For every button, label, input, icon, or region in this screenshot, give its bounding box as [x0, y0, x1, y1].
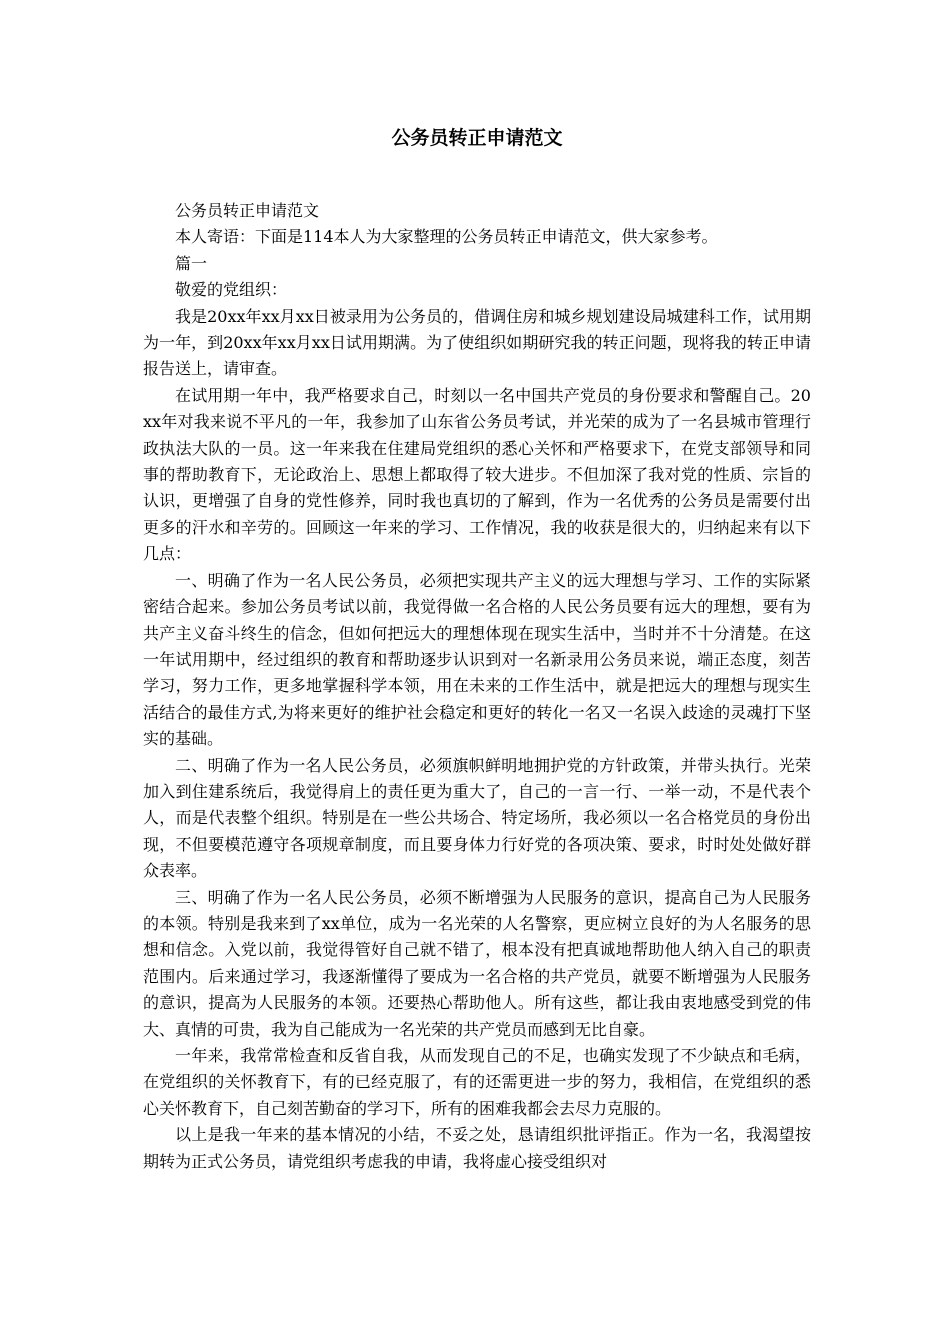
body-paragraph: 三、明确了作为一名人民公务员，必须不断增强为人民服务的意识，提高自己为人民服务的本领。特别是我来到了xx单位，成为一名光荣的人名警察，更应树立良好的为人名服务的思想和信念。入党以前，我觉得管好自己就不错了，根本没有把真诚地帮助他人纳入自己的职责范围内。后来通过学习，我逐渐懂得了要成为一名合格的共产党员，就要不断增强为人民服务的意识，提高为人民服务的本领。还要热心帮助他人。所有这些，都让我由衷地感受到党的伟大、真情的可贵，我为自己能成为一名光荣的共产党员而感到无比自豪。 [143, 887, 811, 1039]
salutation: 敬爱的党组织： [175, 280, 288, 300]
document-body [143, 198, 811, 1175]
document-title: 公务员转正申请范文 [391, 127, 563, 149]
section-label: 篇一 [175, 253, 208, 273]
body-paragraph: 以上是我一年来的基本情况的小结，不妥之处，恳请组织批评指正。作为一名，我渴望按期转为正式公务员，请党组织考虑我的申请，我将虚心接受组织对 [143, 1125, 811, 1171]
body-paragraph: 在试用期一年中，我严格要求自己，时刻以一名中国共产党员的身份要求和警醒自己。20xx年对我来说不平凡的一年，我参加了山东省公务员考试，并光荣的成为了一名县城市管理行政执法大队的一员。这一年来我在住建局党组织的悉心关怀和严格要求下，在党支部领导和同事的帮助教育下，无论政治上、思想上都取得了较大进步。不但加深了我对党的性质、宗旨的认识，更增强了自身的党性修养，同时我也真切的了解到，作为一名优秀的公务员是需要付出更多的汗水和辛劳的。回顾这一年来的学习、工作情况，我的收获是很大的，归纳起来有以下几点： [143, 385, 811, 564]
intro-heading: 公务员转正申请范文 [175, 201, 320, 220]
body-paragraph: 一年来，我常常检查和反省自我，从而发现自己的不足，也确实发现了不少缺点和毛病，在党组织的关怀教育下，有的已经克服了，有的还需更进一步的努力，我相信，在党组织的悉心关怀教育下，自己刻苦勤奋的学习下，所有的困难我都会去尽力克服的。 [143, 1046, 811, 1118]
author-note: 本人寄语：下面是114本人为大家整理的公务员转正申请范文，供大家参考。 [175, 227, 718, 247]
body-paragraph: 我是20xx年xx月xx日被录用为公务员的，借调住房和城乡规划建设局城建科工作，试用期为一年，到20xx年xx月xx日试用期满。为了使组织如期研究我的转正问题，现将我的转正申请报告送上，请审查。 [143, 306, 811, 379]
body-paragraph: 一、明确了作为一名人民公务员，必须把实现共产主义的远大理想与学习、工作的实际紧密结合起来。参加公务员考试以前，我觉得做一名合格的人民公务员要有远大的理想，要有为共产主义奋斗终生的信念，但如何把远大的理想体现在现实生活中，当时并不十分清楚。在这一年试用期中，经过组织的教育和帮助逐步认识到对一名新录用公务员来说，端正态度，刻苦学习，努力工作，更多地掌握科学本领，用在未来的工作生活中，就是把远大的理想与现实生活结合的最佳方式,为将来更好的维护社会稳定和更好的转化一名又一名误入歧途的灵魂打下坚实的基础。 [143, 570, 811, 749]
body-paragraph: 二、明确了作为一名人民公务员，必须旗帜鲜明地拥护党的方针政策，并带头执行。光荣加入到住建系统后，我觉得肩上的责任更为重大了，自己的一言一行、一举一动，不是代表个人，而是代表整个组织。特别是在一些公共场合、特定场所，我必须以一名合格党员的身份出现，不但要模范遵守各项规章制度，而且要身体力行好党的各项决策、要求，时时处处做好群众表率。 [143, 755, 811, 881]
